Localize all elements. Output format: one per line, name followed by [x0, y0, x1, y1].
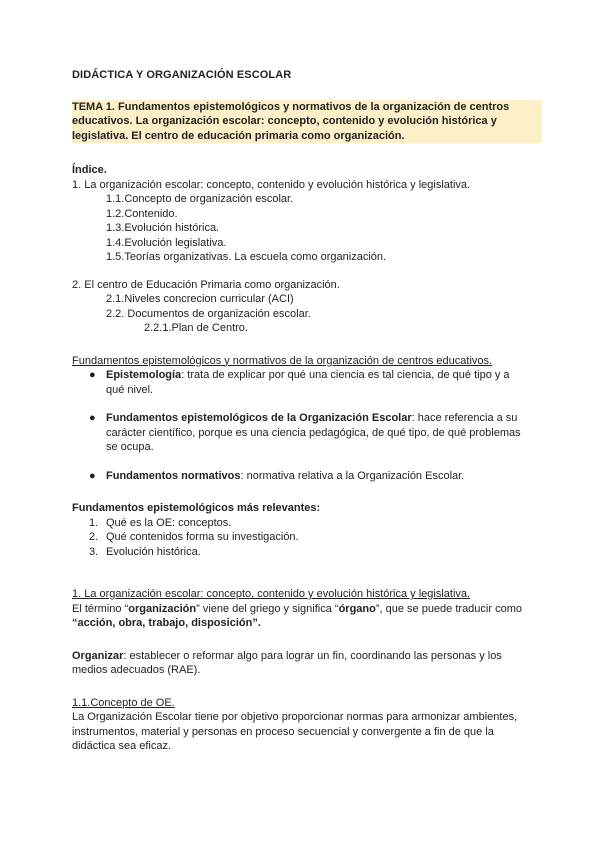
definition-cont: carácter científico, porque es una ciencia pedagógica, de qué tipo, de qué problemas — [106, 426, 521, 439]
document-title: DIDÁCTICA Y ORGANIZACIÓN ESCOLAR — [72, 69, 292, 81]
index-section-1: 1. La organización escolar: concepto, contenido y evolución histórica y legislativa. — [72, 178, 471, 191]
term: Organizar — [72, 649, 124, 662]
list-item — [72, 545, 542, 560]
definition-cont: qué nivel. — [106, 383, 154, 396]
definition: : establecer o reformar algo para lograr un fin, coordinando las personas y los — [123, 649, 502, 662]
index-item: 2.1.Niveles concrecion curricular (ACI) — [106, 293, 294, 305]
definition: : hace referencia a su — [411, 412, 518, 424]
text-run-bold: “acción, obra, trabajo, disposición”. — [72, 617, 261, 629]
index-item: 1.4.Evolución legislativa. — [106, 236, 227, 249]
index-item: 1.3.Evolución histórica. — [106, 222, 220, 234]
theme-highlight — [72, 100, 542, 144]
index-heading: Índice. — [72, 164, 107, 176]
concept-heading: 1.1.Concepto de OE. — [72, 696, 175, 709]
list-number: 3. — [89, 545, 99, 558]
theme-line-3: legislativa. El centro de educación primaria como organización. — [72, 129, 405, 142]
list-item — [72, 368, 542, 397]
section-one-heading: 1. La organización escolar: concepto, contenido y evolución histórica y legislativa. — [72, 588, 471, 600]
relevant-list — [72, 516, 542, 560]
text-run: ” viene del griego y significa “ — [196, 602, 339, 615]
definition: : trata de explicar por qué una ciencia es tal ciencia, de qué tipo y a — [181, 369, 510, 381]
list-item — [72, 516, 542, 531]
theme-line-1: TEMA 1. Fundamentos epistemológicos y normativos de la organización de centros — [72, 100, 510, 113]
term: Epistemología — [106, 369, 182, 381]
text-run: El término “ — [72, 602, 129, 615]
list-number: 1. — [89, 516, 99, 529]
index-item: 2.2. Documentos de organización escolar. — [106, 307, 311, 320]
list-item — [72, 411, 542, 455]
definition-cont: se ocupa. — [106, 441, 154, 453]
organizar-paragraph — [72, 649, 542, 678]
text-run: ”, que se puede traducir como — [375, 602, 522, 615]
section-one-paragraph — [72, 602, 542, 631]
concept-line: didáctica sea eficaz. — [72, 740, 172, 752]
index-item: 1.5.Teorías organizativas. La escuela como organización. — [106, 251, 387, 263]
concept-line: instrumentos, material y personas en proceso secuencial y convergente a fin de que la — [72, 725, 494, 738]
bullet-icon: ● — [89, 412, 96, 424]
section-one — [72, 587, 542, 678]
relevant-section — [72, 501, 542, 559]
index-item: 1.1.Concepto de organización escolar. — [106, 193, 294, 205]
index-subitem: 2.2.1.Plan de Centro. — [144, 322, 248, 334]
bullet-icon: ● — [89, 369, 96, 381]
list-number: 2. — [89, 531, 99, 543]
concept-line: La Organización Escolar tiene por objetivo proporcionar normas para armonizar ambientes, — [72, 711, 518, 723]
list-text: Qué es la OE: conceptos. — [106, 516, 232, 529]
term: Fundamentos epistemológicos de la Organización Escolar — [106, 412, 412, 424]
text-run-bold: organización — [128, 602, 197, 615]
document-page — [72, 68, 542, 754]
list-text: Qué contenidos forma su investigación. — [106, 531, 299, 543]
fundamentals-section — [72, 354, 542, 484]
concept-section — [72, 696, 542, 754]
theme-line-2: educativos. La organización escolar: concepto, contenido y evolución histórica y — [72, 115, 497, 127]
index-section — [72, 163, 542, 336]
definition-cont: medios adecuados (RAE). — [72, 664, 201, 676]
fundamentals-list — [72, 368, 542, 483]
relevant-heading: Fundamentos epistemológicos más relevantes: — [72, 502, 321, 514]
definition: : normativa relativa a la Organización Escolar. — [240, 469, 465, 482]
term: Fundamentos normativos — [106, 469, 241, 482]
bullet-icon: ● — [89, 469, 96, 482]
index-section-2: 2. El centro de Educación Primaria como organización. — [72, 278, 340, 291]
list-item — [72, 469, 542, 484]
fundamentals-heading: Fundamentos epistemológicos y normativos de la organización de centros educativos. — [72, 354, 493, 367]
text-run-bold: órgano — [338, 602, 376, 615]
list-item — [72, 530, 542, 545]
list-text: Evolución histórica. — [106, 545, 201, 558]
index-item: 1.2.Contenido. — [106, 207, 178, 220]
